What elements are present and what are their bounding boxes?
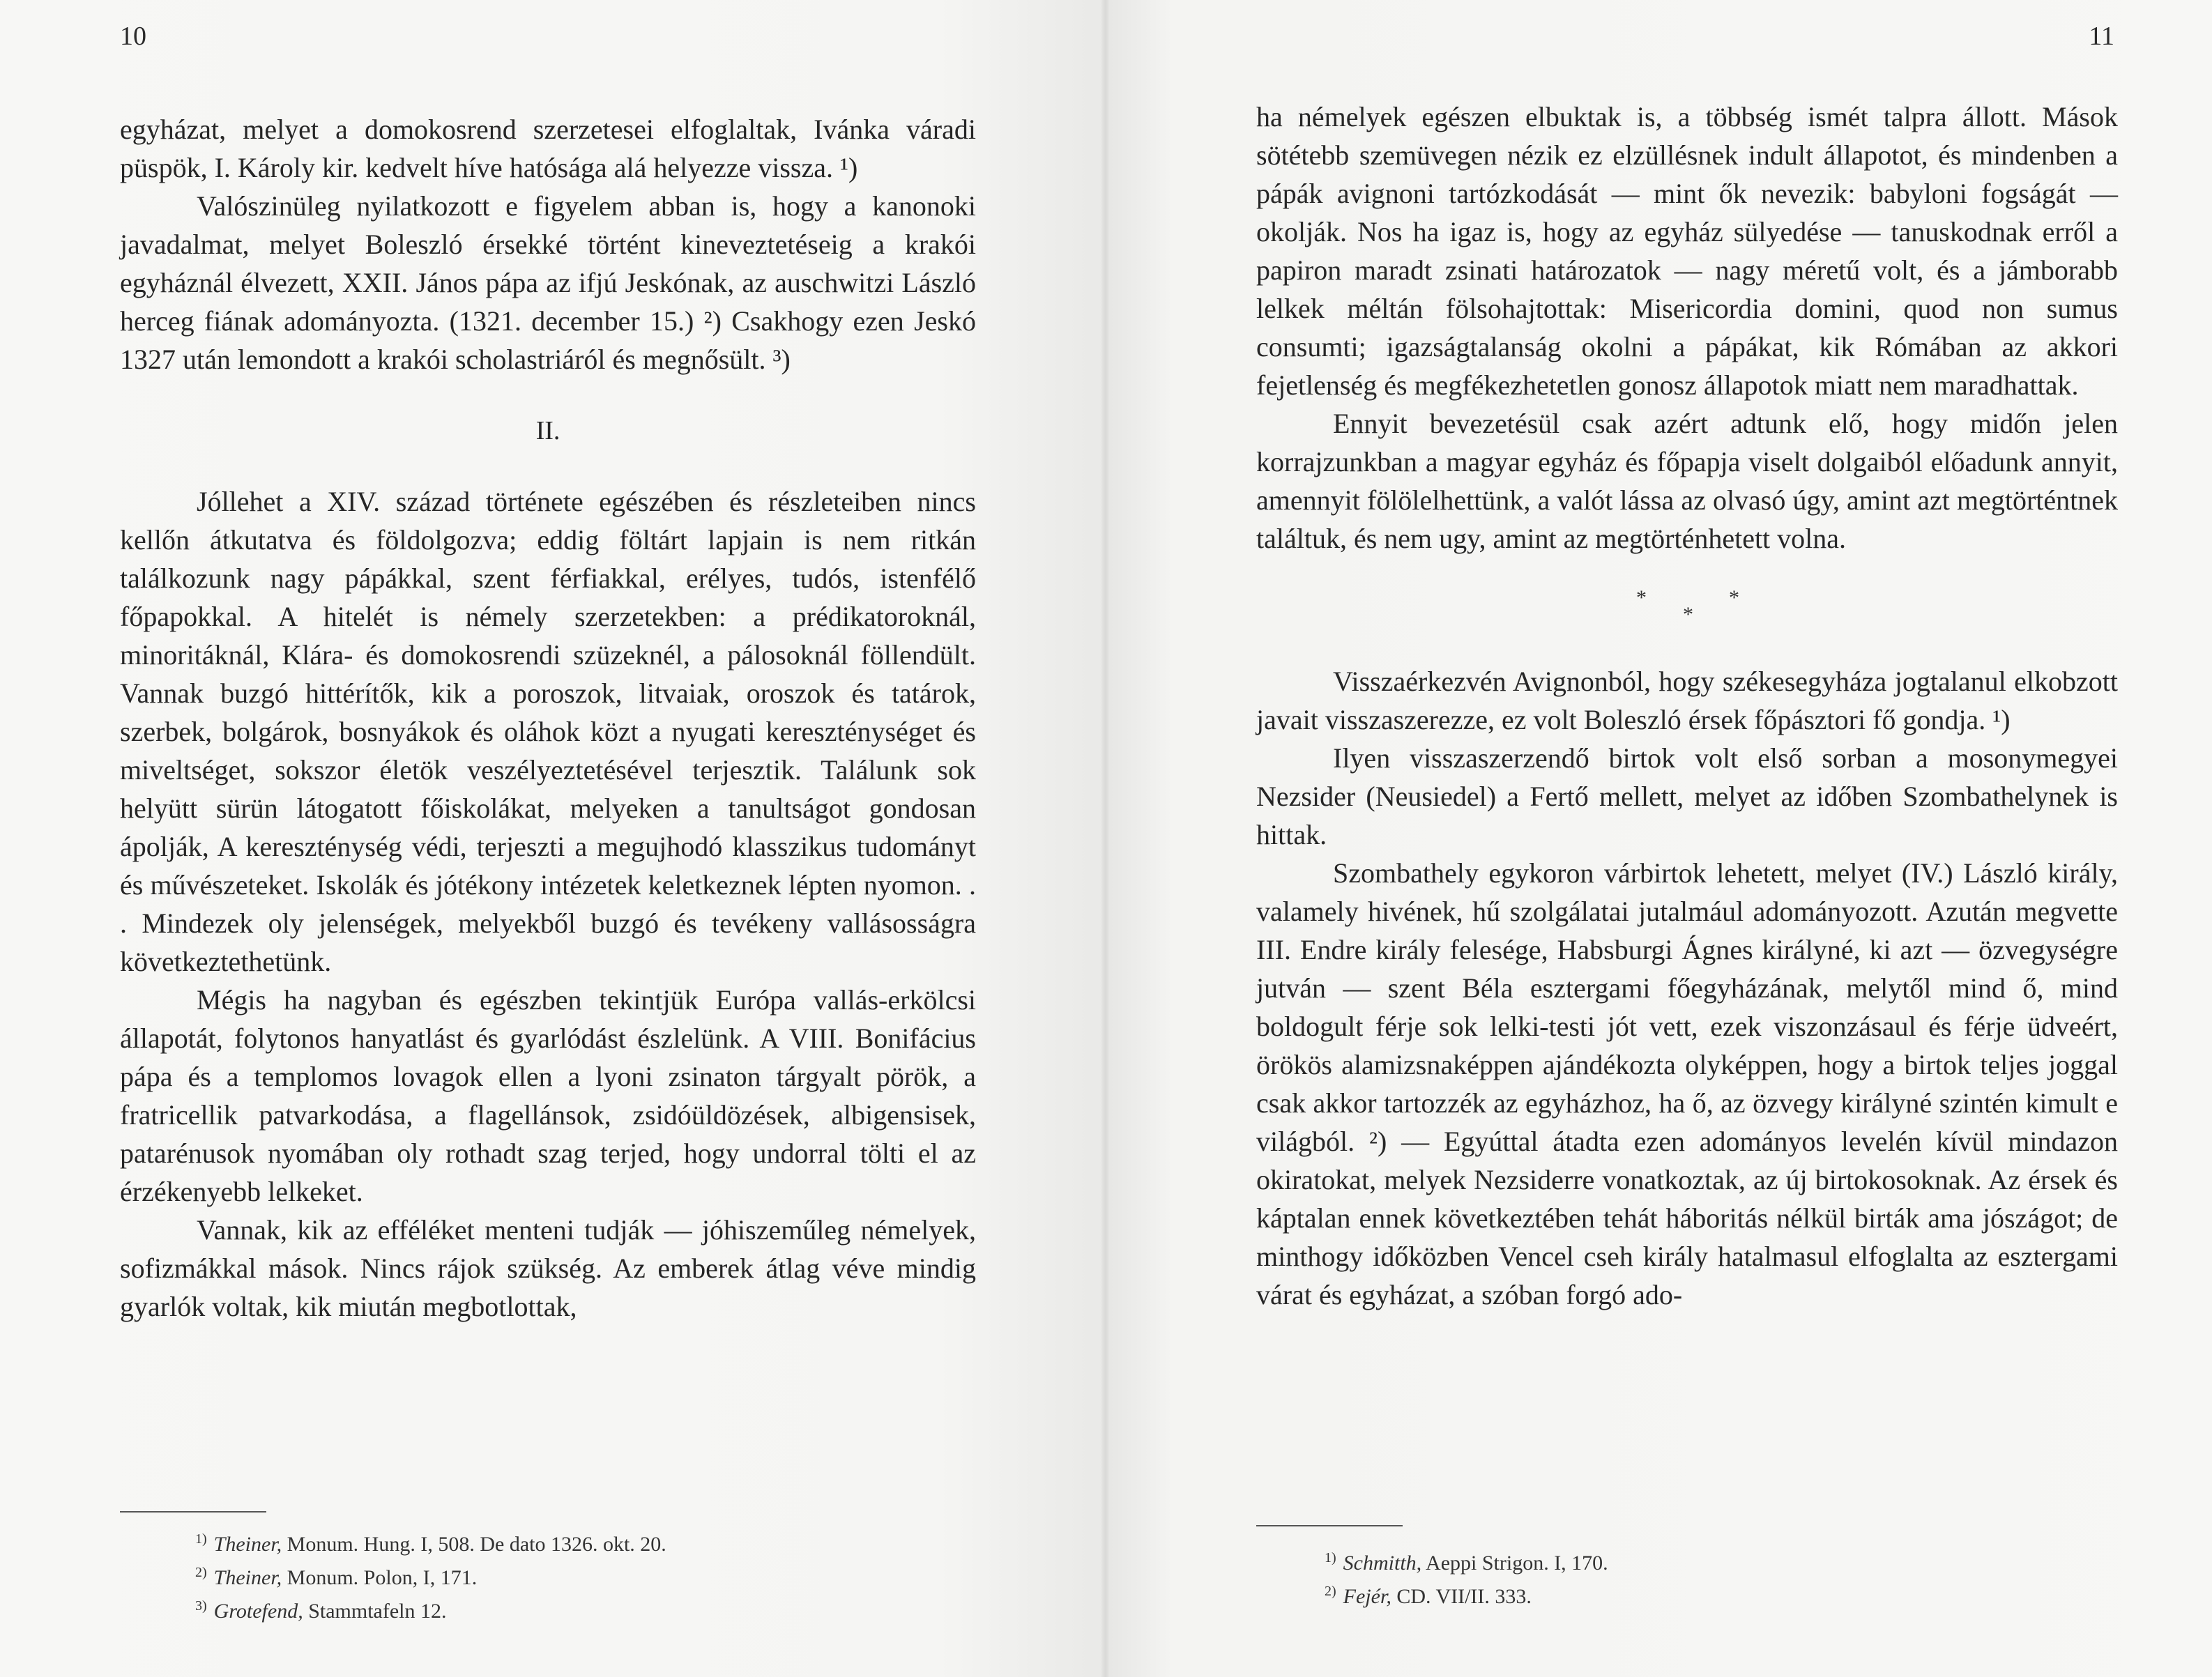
- footnote-author: Theiner,: [213, 1533, 282, 1556]
- footnote-source: Monum. Hung. I, 508. De dato 1326. okt. 20.: [287, 1533, 666, 1556]
- paragraph: Vannak, kik az efféléket menteni tudják — jóhiszeműleg némelyek, sofizmákkal mások. Nincs rájok szükség. Az emberek átlag véve mindig gyarlók voltak, kik miután megbotlottak,: [120, 1214, 976, 1322]
- paragraph: Valószinüleg nyilatkozott e figyelem abban is, hogy a kanonoki javadalmat, melyet Boleszló érsekké történt kineveztetéseig a krakói egyháznál élvezett, XXII. János pápa az ifjú Jeskónak, az auschwitzi László herceg fiának adományozta. (1321. december 15.) ²) Csakhogy ezen Jeskó 1327 után lemondott a krakói scholastriáról és megnősült. ³): [120, 190, 976, 375]
- paragraph: Ennyit bevezetésül csak azért adtunk elő, hogy midőn jelen korrajzunkban a magyar egyház és főpapja viselt dolgaiból előadunk annyit, amennyit fölölelhettünk, a valót lássa az olvasó úgy, amint azt megtörténtnek találtuk, és nem ugy, amint az megtörténhetett volna.: [1256, 408, 2118, 554]
- right-page-number: 11: [2089, 22, 2114, 51]
- paragraph: Ilyen visszaszerzendő birtok volt első sorban a mosonymegyei Nezsider (Neusiedel) a Fertő mellett, melyet az időben Szombathelynek is hittak.: [1256, 742, 2118, 850]
- footnote-mark: 3): [195, 1598, 207, 1614]
- paragraph: Jóllehet a XIV. század története egészében és részleteiben nincs kellőn átkutatva és földolgozva; eddig föltárt lapjain is nem ritkán találkozunk nagy pápákkal, szent férfiakkal, erélyes, tudós, istenfélő főpapokkal. A hitelét is némely szerzetekben: a prédikatoroknál, minoritáknál, Klára- és domokosrendi szüzeknél, a pálosoknál föllendült. Vannak buzgó hittérítők, kik a poroszok, litvaiak, oroszok és tatárok, szerbek, bolgárok, bosnyákok és oláhok közt a nyugati kereszténységet és miveltséget, sokszor életök veszélyeztetésével terjesztik. Találunk sok helyütt sürün látogatott főiskolákat, melyeken a tanultságot gondosan ápolják, A kereszténység védi, terjeszti a megujhodó klasszikus tudományt és művészeteket. Iskolák és jótékony intézetek keletkeznek lépten nyomon. . . Mindezek oly jelenségek, melyekből buzgó és tevékeny vallásosságra következtethetünk.: [120, 486, 976, 977]
- footnote-mark: 2): [1325, 1584, 1336, 1599]
- footnote: [1325, 1577, 2022, 1611]
- footnote-mark: 2): [195, 1565, 207, 1580]
- right-page-body: [1256, 98, 2118, 1314]
- footnote-mark: 1): [195, 1531, 207, 1547]
- footnote-author: Fejér,: [1343, 1585, 1391, 1608]
- left-page-number: 10: [120, 22, 146, 51]
- paragraph: ha némelyek egészen elbuktak is, a többség ismét talpra állott. Mások sötétebb szemüvegen nézik ez elzüllésnek indult állapotot, és mindenben a pápák avignoni tartózkodását — mint ők nevezik: babyloni fogságát — okolják. Nos ha igaz is, hogy az egyház sülyedése — tanuskodnak erről a papiron maradt zsinati határozatok — nagy méretű volt, és a jámborabb lelkek méltán fölsohajtottak: Misericordia domini, quod non sumus consumti; igazságtalanság okolni a pápákat, kik Rómában az akkori fejetlenség és megfékezhetetlen gonosz állapotok miatt nem maradhattak.: [1256, 101, 2118, 401]
- footnote-source: CD. VII/II. 333.: [1396, 1585, 1532, 1608]
- right-footnotes: [1325, 1544, 2022, 1611]
- footnote: [195, 1592, 892, 1625]
- left-page-body: [120, 110, 976, 1326]
- paragraph: egyházat, melyet a domokosrend szerzetesei elfoglaltak, Ivánka váradi püspök, I. Károly kir. kedvelt híve hatósága alá helyezze vissza. ¹): [120, 114, 976, 183]
- footnote: [1325, 1544, 2022, 1577]
- footnote-author: Grotefend,: [213, 1600, 303, 1623]
- footnote-mark: 1): [1325, 1550, 1336, 1565]
- footnote-source: Monum. Polon, I, 171.: [287, 1566, 478, 1589]
- paragraph: Mégis ha nagyban és egészben tekintjük Európa vallás-erkölcsi állapotát, folytonos hanyatlást és gyarlódást észlelünk. A VIII. Bonifácius pápa és a templomos lovagok ellen a lyoni zsinaton tárgyalt pörök, a fratricellik patvarkodása, a flagellánsok, zsidóüldözések, albigensisek, patarénusok nyomában oly rothadt szag terjed, hogy undorral tölti el az érzékenyebb lelkeket.: [120, 984, 976, 1207]
- left-footnotes: [195, 1525, 892, 1625]
- asterisk: *: [1636, 586, 1647, 609]
- paragraph: Visszaérkezvén Avignonból, hogy székesegyháza jogtalanul elkobzott javait visszaszerezze, ez volt Boleszló érsek főpásztori fő gondja. ¹): [1256, 666, 2118, 735]
- paragraph: Szombathely egykoron várbirtok lehetett, melyet (IV.) László király, valamely hivének, hű szolgálatai jutalmául adományozott. Azután megvette III. Endre király felesége, Habsburgi Ágnes királyné, ki azt — özvegységre jutván — szent Béla esztergami főegyházának, melytől mind ő, mind boldogult férje sok lelki-testi jót vett, ezek viszonzásaul és férje üdveért, örökös alamizsnaképpen ajándékozta olyképpen, hogy a birtok teljes joggal csak akkor tartozzék az egyházhoz, ha ő, az özvegy királyné szintén kimult e világból. ²) — Egyúttal átadta ezen adományos levelén kívül mindazon okiratokat, melyek Nezsiderre vonatkoztak, az új birtokosoknak. Az érsek és káptalan ennek következtében tehát háboritás nélkül birták ama jószágot; de minthogy időközben Vencel cseh király hatalmasul elfoglalta az esztergami várat és egyházat, a szóban forgó ado-: [1256, 857, 2118, 1310]
- footnote-divider: [120, 1511, 266, 1513]
- section-separator-stars: [1256, 579, 2118, 655]
- asterisk: *: [1683, 603, 1693, 626]
- asterisk: *: [1729, 586, 1739, 609]
- footnote-author: Schmitth,: [1343, 1552, 1422, 1575]
- book-gutter: [1101, 0, 1110, 1677]
- footnote-source: Aeppi Strigon. I, 170.: [1426, 1552, 1608, 1575]
- footnote-author: Theiner,: [213, 1566, 282, 1589]
- section-heading: II.: [535, 416, 560, 445]
- footnote-source: Stammtafeln 12.: [308, 1600, 447, 1623]
- footnote-divider: [1256, 1525, 1403, 1526]
- footnote: [195, 1559, 892, 1592]
- footnote: [195, 1525, 892, 1559]
